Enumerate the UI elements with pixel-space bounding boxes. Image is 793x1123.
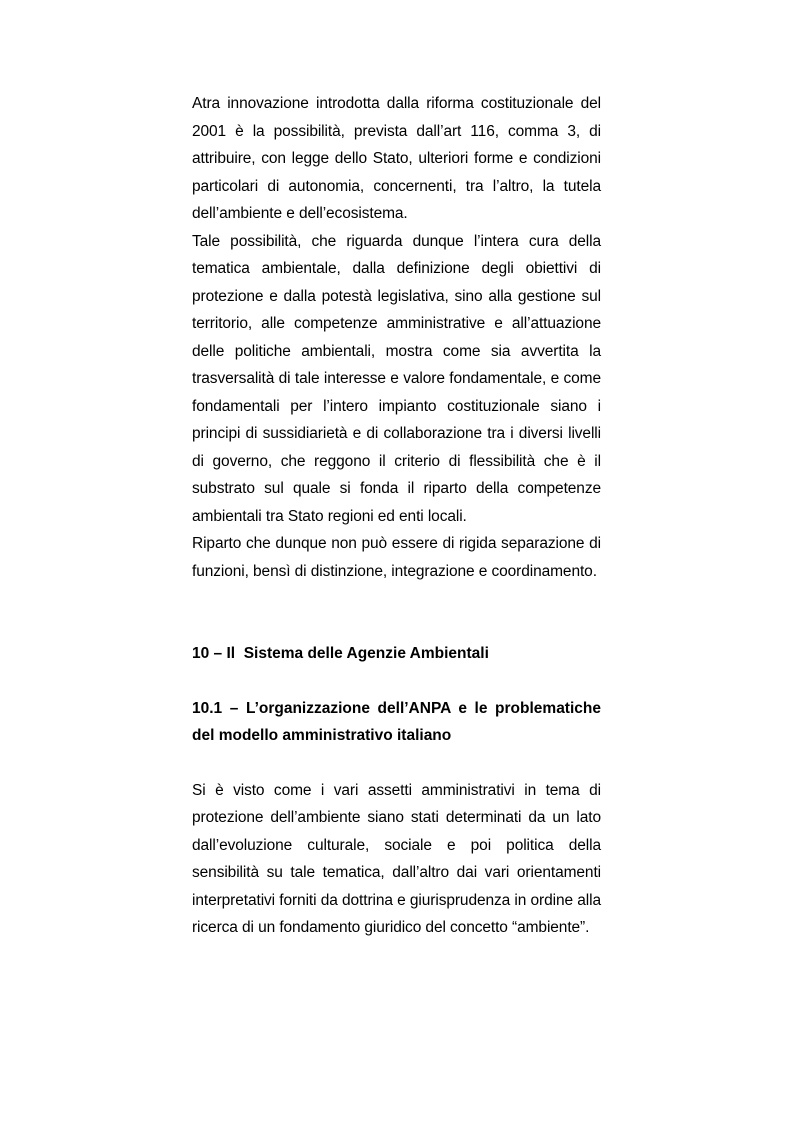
paragraph-environmental-competence: Tale possibilità, che riguarda dunque l’intera cura della tematica ambientale, dalla definizione degli obiettivi di protezione e dalla potestà legislativa, sino alla gestione sul territorio, alle competenze amministrative e all’attuazione delle politiche ambientali, mostra come sia avvertita la trasversalità di tale interesse e valore fondamentale, e come fondamentali per l’intero impianto costituzionale siano i principi di sussidiarietà e di collaborazione tra i diversi livelli di governo, che reggono il criterio di flessibilità che è il substrato sul quale si fonda il riparto della competenze ambientali tra Stato regioni ed enti locali. (192, 232, 601, 525)
section-heading: 10 – Il Sistema delle Agenzie Ambientali (192, 645, 489, 662)
subsection-heading: 10.1 – L’organizzazione dell’ANPA e le problematiche del modello amministrativo italiano (192, 699, 601, 744)
spacer (192, 750, 601, 777)
document-page (192, 90, 601, 942)
paragraph-reform-2001: Atra innovazione introdotta dalla riforma costituzionale del 2001 è la possibilità, prevista dall’art 116, comma 3, di attribuire, con legge dello Stato, ulteriori forme e condizioni particolari di autonomia, concernenti, tra l’altro, la tutela dell’ambiente e dell’ecosistema. (192, 95, 601, 222)
paragraph-administrative-models: Si è visto come i vari assetti amministrativi in tema di protezione dell’ambiente siano stati determinati da un lato dall’evoluzione culturale, sociale e poi politica della sensibilità su tale tematica, dall’altro dai vari orientamenti interpretativi forniti da dottrina e giurisprudenza in ordine alla ricerca di un fondamento giuridico del concetto “ambiente”. (192, 781, 601, 936)
paragraph-distribution: Riparto che dunque non può essere di rigida separazione di funzioni, bensì di distinzione, integrazione e coordinamento. (192, 535, 601, 580)
spacer (192, 668, 601, 695)
spacer (192, 585, 601, 640)
